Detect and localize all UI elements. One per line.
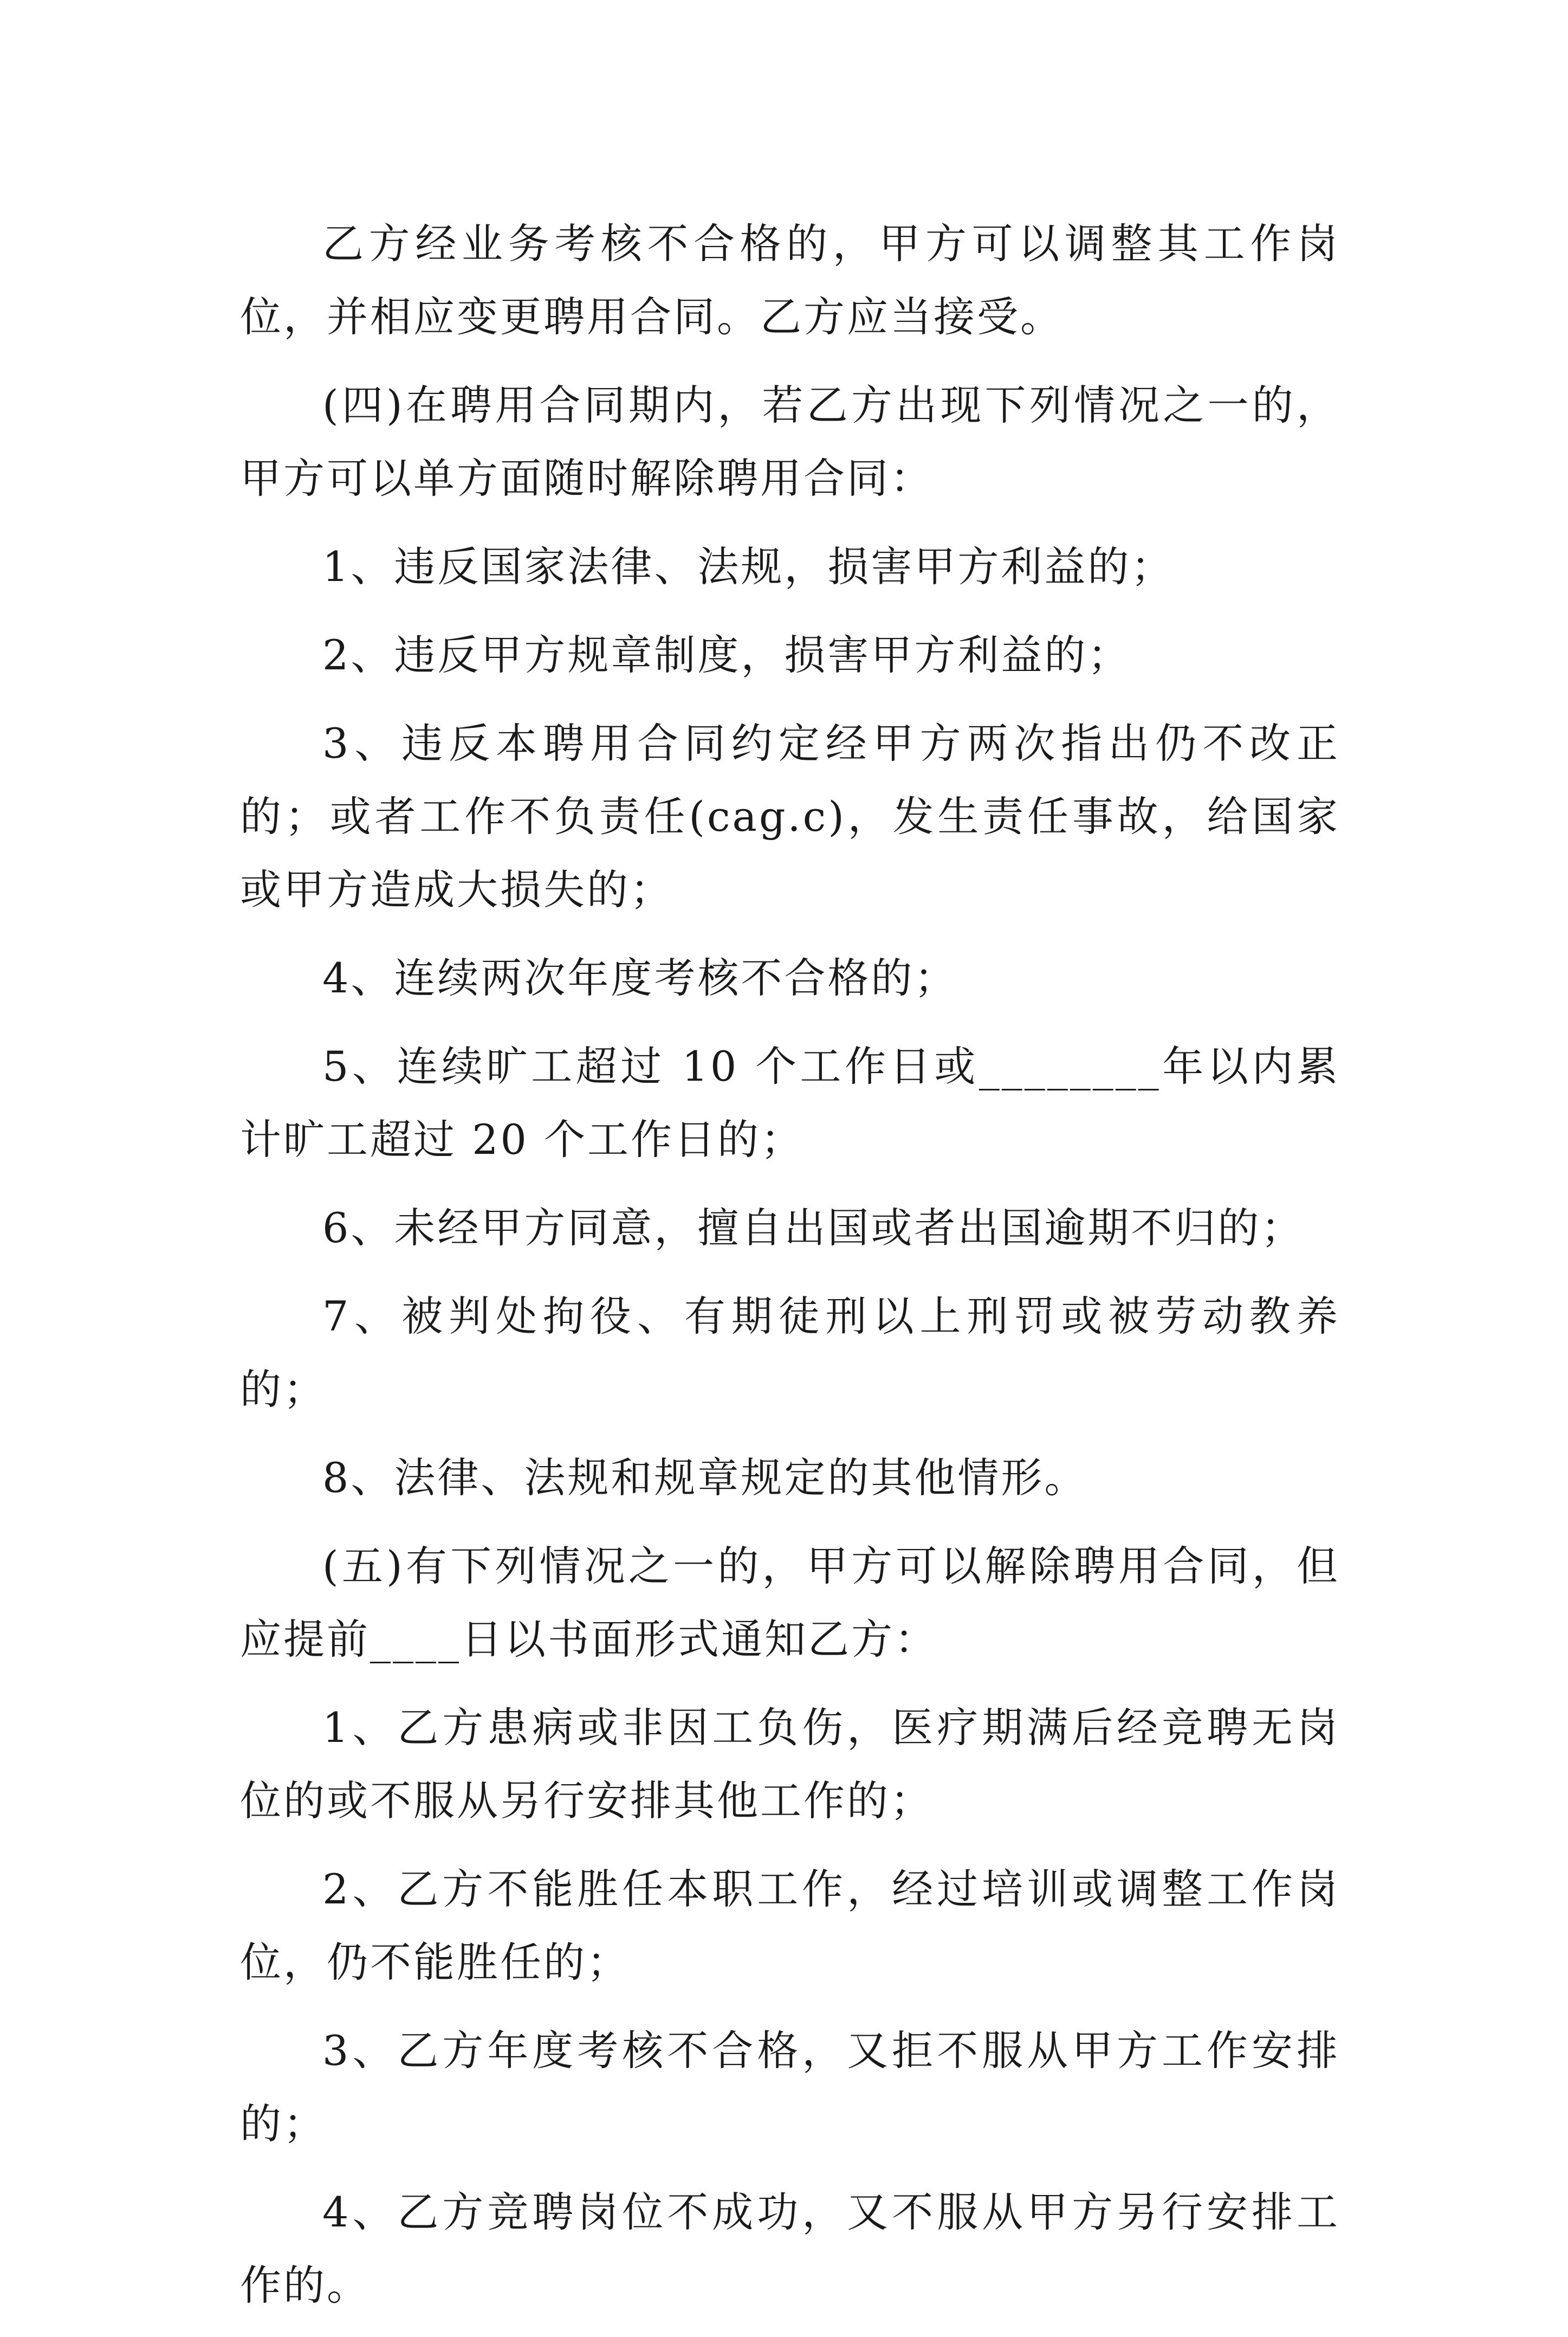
paragraph-3: 1、违反国家法律、法规，损害甲方利益的；: [322, 543, 1175, 591]
paragraph-10: 8、法律、法规和规章规定的其他情形。: [322, 1454, 1088, 1502]
document-body: [240, 207, 1340, 2337]
paragraph-12: 1、乙方患病或非因工负伤，医疗期满后经竞聘无岗位的或不服从另行安排其他工作的；: [240, 1703, 1340, 1825]
paragraph-9: 7、被判处拘役、有期徒刑以上刑罚或被劳动教养的；: [240, 1292, 1340, 1413]
paragraph-2: (四)在聘用合同期内，若乙方出现下列情况之一的，甲方可以单方面随时解除聘用合同：: [240, 381, 1340, 502]
paragraph-13: 2、乙方不能胜任本职工作，经过培训或调整工作岗位，仍不能胜任的；: [240, 1865, 1340, 1986]
paragraph-6: 4、连续两次年度考核不合格的；: [322, 954, 958, 1002]
paragraph-11: (五)有下列情况之一的，甲方可以解除聘用合同，但应提前____日以书面形式通知乙方：: [240, 1542, 1340, 1663]
paragraph-15: 4、乙方竞聘岗位不成功，又不服从甲方另行安排工作的。: [240, 2188, 1340, 2309]
paragraph-14: 3、乙方年度考核不合格，又拒不服从甲方工作安排的；: [240, 2026, 1340, 2148]
paragraph-8: 6、未经甲方同意，擅自出国或者出国逾期不归的；: [322, 1204, 1305, 1252]
paragraph-1: 乙方经业务考核不合格的，甲方可以调整其工作岗位，并相应变更聘用合同。乙方应当接受。: [240, 220, 1340, 341]
paragraph-5: 3、违反本聘用合同约定经甲方两次指出仍不改正的；或者工作不负责任(cag.c)，发生责任事故，给国家或甲方造成大损失的；: [240, 719, 1340, 914]
paragraph-4: 2、违反甲方规章制度，损害甲方利益的；: [322, 631, 1131, 679]
paragraph-7: 5、连续旷工超过 10 个工作日或________年以内累计旷工超过 20 个工作日的；: [240, 1042, 1340, 1164]
